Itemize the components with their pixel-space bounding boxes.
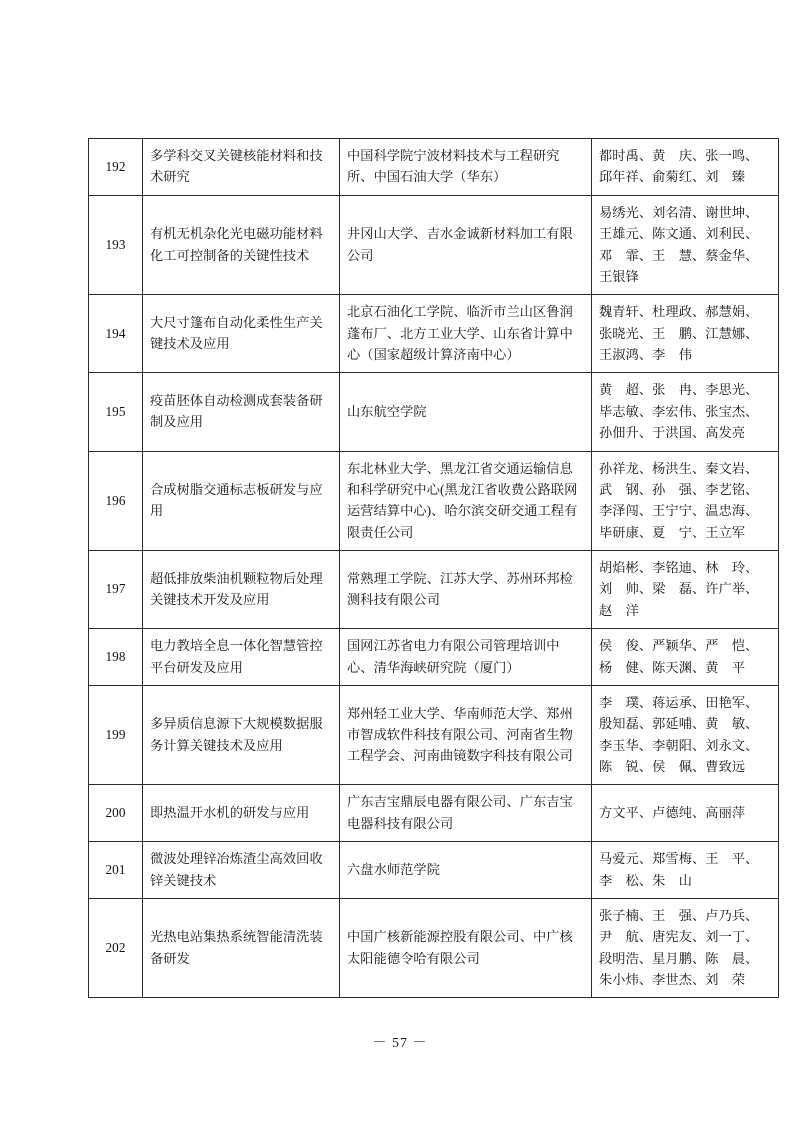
table-row <box>89 685 779 785</box>
project-contributors: 魏青轩、杜理政、郝慧娟、张晓光、王 鹏、江慧娜、王淑鸿、李 伟 <box>592 295 779 373</box>
table-row <box>89 195 779 295</box>
project-title: 多学科交叉关键核能材料和技术研究 <box>143 139 340 196</box>
table-row <box>89 551 779 629</box>
row-index: 196 <box>89 451 143 551</box>
project-contributors: 黄 超、张 冉、李思光、毕志敏、李宏伟、张宝杰、孙佃升、于洪国、高发亮 <box>592 373 779 451</box>
project-organizations: 东北林业大学、黑龙江省交通运输信息和科学研究中心(黑龙江省收费公路联网运营结算中心)、哈尔滨交研交通工程有限责任公司 <box>340 451 592 551</box>
project-title: 疫苗胚体自动检测成套装备研制及应用 <box>143 373 340 451</box>
row-index: 192 <box>89 139 143 196</box>
row-index: 195 <box>89 373 143 451</box>
project-organizations: 常熟理工学院、江苏大学、苏州环邦检测科技有限公司 <box>340 551 592 629</box>
project-organizations: 中国广核新能源控股有限公司、中广核太阳能德令哈有限公司 <box>340 898 592 998</box>
project-title: 电力教培全息一体化智慧管控平台研发及应用 <box>143 629 340 686</box>
table-row <box>89 898 779 998</box>
project-contributors: 孙祥龙、杨洪生、秦文岩、武 钢、孙 强、李艺铭、李泽闯、王宁宁、温忠海、毕研康、夏 宁、王立军 <box>592 451 779 551</box>
table-row <box>89 139 779 196</box>
project-contributors: 都时禹、黄 庆、张一鸣、邱年祥、俞菊红、刘 臻 <box>592 139 779 196</box>
project-organizations: 国网江苏省电力有限公司管理培训中心、清华海峡研究院（厦门） <box>340 629 592 686</box>
table-row <box>89 373 779 451</box>
award-project-table <box>88 138 779 998</box>
row-index: 199 <box>89 685 143 785</box>
row-index: 202 <box>89 898 143 998</box>
project-contributors: 李 璞、蒋运承、田艳军、殷知磊、郭延哺、黄 敏、李玉华、李朝阳、刘永文、陈 锐、侯 佩、曹致远 <box>592 685 779 785</box>
table-row <box>89 842 779 899</box>
project-title: 有机无机杂化光电磁功能材料化工可控制备的关键性技术 <box>143 195 340 295</box>
project-organizations: 六盘水师范学院 <box>340 842 592 899</box>
table-row <box>89 295 779 373</box>
project-contributors: 张子楠、王 强、卢乃兵、尹 航、唐宪友、刘一丁、段明浩、星月鹏、陈 晨、朱小炜、李世杰、刘 荣 <box>592 898 779 998</box>
project-organizations: 山东航空学院 <box>340 373 592 451</box>
project-title: 微波处理锌冶炼渣尘高效回收锌关键技术 <box>143 842 340 899</box>
project-title: 大尺寸篷布自动化柔性生产关键技术及应用 <box>143 295 340 373</box>
project-title: 多异质信息源下大规模数据服务计算关键技术及应用 <box>143 685 340 785</box>
project-organizations: 郑州轻工业大学、华南师范大学、郑州市智成软件科技有限公司、河南省生物工程学会、河南曲镜数字科技有限公司 <box>340 685 592 785</box>
project-organizations: 井冈山大学、吉水金诚新材料加工有限公司 <box>340 195 592 295</box>
project-contributors: 侯 俊、严颖华、严 恺、杨 健、陈天渊、黄 平 <box>592 629 779 686</box>
project-title: 超低排放柴油机颗粒物后处理关键技术开发及应用 <box>143 551 340 629</box>
row-index: 201 <box>89 842 143 899</box>
award-project-table-wrapper <box>88 138 759 998</box>
table-row <box>89 785 779 842</box>
project-contributors: 方文平、卢德纯、高丽萍 <box>592 785 779 842</box>
project-organizations: 中国科学院宁波材料技术与工程研究所、中国石油大学（华东） <box>340 139 592 196</box>
table-row <box>89 629 779 686</box>
row-index: 198 <box>89 629 143 686</box>
row-index: 200 <box>89 785 143 842</box>
row-index: 193 <box>89 195 143 295</box>
project-title: 光热电站集热系统智能清洗装备研发 <box>143 898 340 998</box>
project-contributors: 马爱元、郑雪梅、王 平、李 松、朱 山 <box>592 842 779 899</box>
table-row <box>89 451 779 551</box>
project-title: 合成树脂交通标志板研发与应用 <box>143 451 340 551</box>
project-organizations: 广东吉宝鼎辰电器有限公司、广东吉宝电器科技有限公司 <box>340 785 592 842</box>
project-title: 即热温开水机的研发与应用 <box>143 785 340 842</box>
row-index: 194 <box>89 295 143 373</box>
table-body <box>89 139 779 998</box>
project-contributors: 易绣光、刘名清、谢世坤、王雄元、陈文通、刘利民、邓 霏、王 慧、蔡金华、王银锋 <box>592 195 779 295</box>
project-contributors: 胡焰彬、李铭迪、林 玲、刘 帅、梁 磊、许广举、赵 洋 <box>592 551 779 629</box>
row-index: 197 <box>89 551 143 629</box>
project-organizations: 北京石油化工学院、临沂市兰山区鲁润蓬布厂、北方工业大学、山东省计算中心（国家超级计算济南中心） <box>340 295 592 373</box>
page-number: － 57 － <box>372 1036 428 1051</box>
